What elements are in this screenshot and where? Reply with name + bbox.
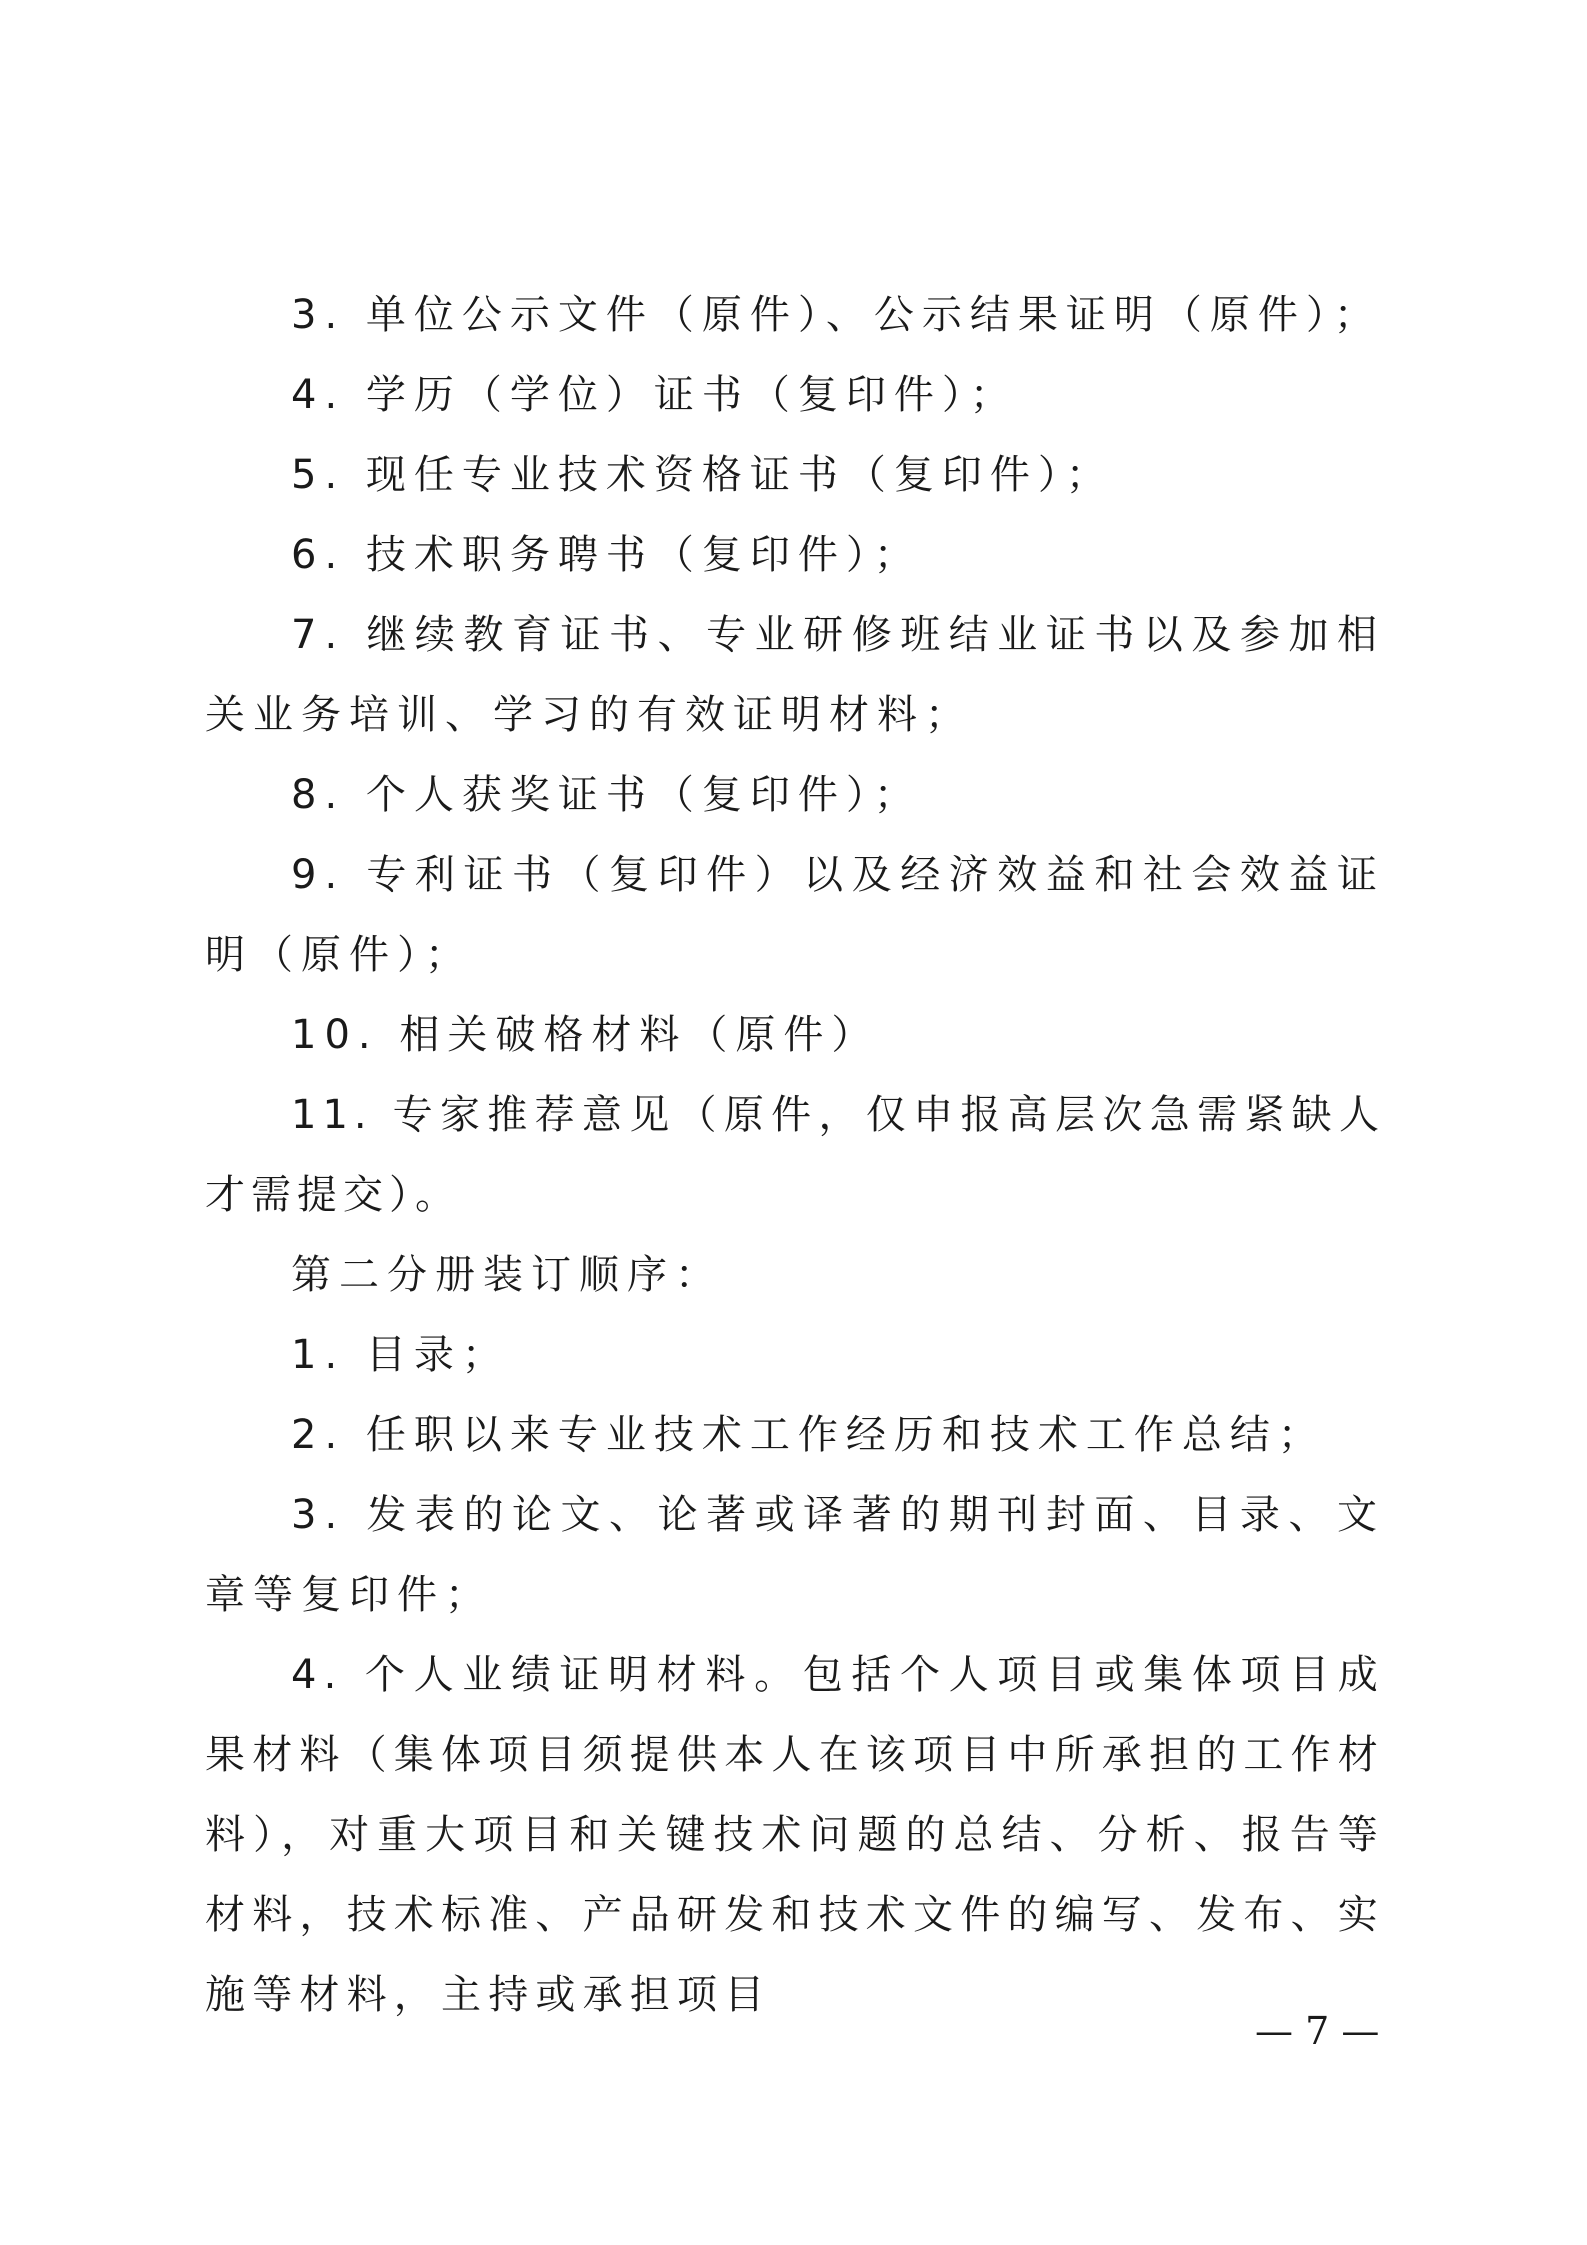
list-item: 2. 任职以来专业技术工作经历和技术工作总结；: [291, 1412, 1326, 1458]
list-item: 9. 专利证书（复印件）以及经济效益和社会效益证明（原件）；: [205, 852, 1385, 978]
list-item: 3. 发表的论文、论著或译著的期刊封面、目录、文章等复印件；: [205, 1492, 1385, 1618]
document-body: [205, 275, 1385, 2035]
list-item: 4. 学历（学位）证书（复印件）；: [291, 372, 1018, 418]
list-item: 8. 个人获奖证书（复印件）；: [291, 772, 922, 818]
page-number: — 7 —: [1255, 2009, 1380, 2053]
list-item: 10. 相关破格材料（原件）: [291, 1012, 880, 1058]
list-item: 1. 目录；: [291, 1332, 510, 1378]
list-item: 11. 专家推荐意见（原件，仅申报高层次急需紧缺人才需提交）。: [205, 1092, 1385, 1218]
list-item: 7. 继续教育证书、专业研修班结业证书以及参加相关业务培训、学习的有效证明材料；: [205, 612, 1385, 738]
list-item: 3. 单位公示文件（原件）、公示结果证明（原件）；: [291, 292, 1382, 338]
list-item: 6. 技术职务聘书（复印件）；: [291, 532, 922, 578]
list-item: 4. 个人业绩证明材料。包括个人项目或集体项目成果材料（集体项目须提供本人在该项目中所承担的工作材料），对重大项目和关键技术问题的总结、分析、报告等材料，技术标准、产品研发和技术文件的编写、发布、实施等材料，主持或承担项目: [205, 1652, 1385, 2018]
list-item: 5. 现任专业技术资格证书（复印件）；: [291, 452, 1114, 498]
section-heading: 第二分册装订顺序：: [291, 1252, 723, 1298]
